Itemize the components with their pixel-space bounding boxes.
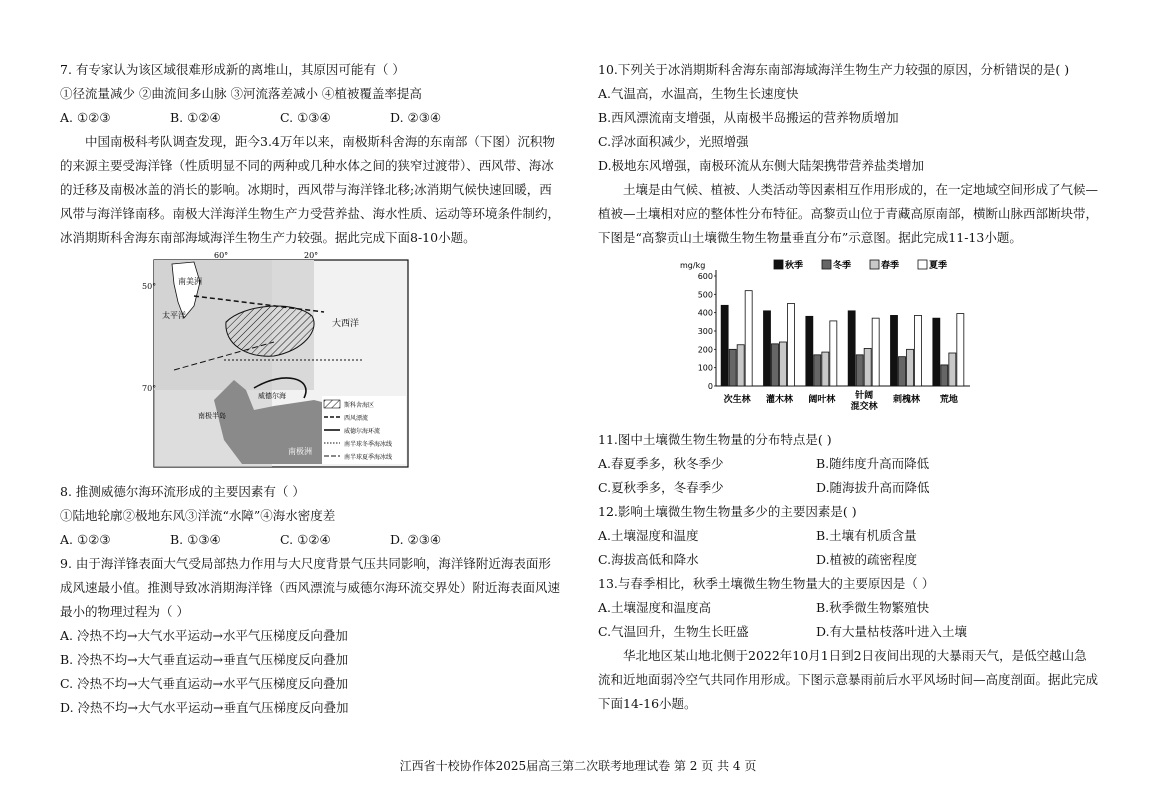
legend-item: 威德尔海环流 <box>344 428 381 435</box>
q9-option-a[interactable]: A. 冷热不均→大气水平运动→水平气压梯度反向叠加 <box>60 628 348 643</box>
bar <box>907 349 914 386</box>
lat-70: 70° <box>142 384 157 393</box>
q8-options <box>60 528 580 552</box>
legend-label: 秋季 <box>785 261 804 271</box>
q10-option-b[interactable]: B.西风漂流南支增强，从南极半岛搬运的营养物质增加 <box>598 110 899 125</box>
q13-options <box>598 596 1118 620</box>
legend-label: 春季 <box>881 261 900 271</box>
q8-option-c[interactable]: C. ①②④ <box>280 532 331 547</box>
bar <box>780 342 787 386</box>
bar <box>729 349 736 386</box>
q10-option-c[interactable]: C.浮冰面积减少，光照增强 <box>598 134 749 149</box>
page-footer: 江西省十校协作体2025届高三第二次联考地理试卷 第 2 页 共 4 页 <box>399 759 757 773</box>
y-tick-label: 400 <box>697 308 713 318</box>
q8-option-d[interactable]: D. ②③④ <box>390 532 442 547</box>
q8-stem: 8. 推测威德尔海环流形成的主要因素有（ ） <box>60 484 305 499</box>
q10-stem: 10.下列关于冰消期斯科舍海东南部海域海洋生物生产力较强的原因，分析错误的是( ) <box>598 62 1070 77</box>
legend-swatch <box>870 260 879 269</box>
bar <box>933 318 940 386</box>
bar <box>737 345 744 386</box>
q7-stem: 7. 有专家认为该区域很难形成新的离堆山，其原因可能有（ ） <box>60 62 405 77</box>
x-tick-label: 针阔 <box>855 391 874 401</box>
bar <box>872 318 879 386</box>
x-tick-label: 刺槐林 <box>892 395 921 405</box>
legend-item: 西风漂流 <box>344 415 369 422</box>
y-axis-label: mg/kg <box>680 261 706 270</box>
q9-stem: 成风速最小值。推测导致冰消期海洋锋（西风漂流与威德尔海环流交界处）附近海表面风速 <box>60 580 561 595</box>
left-column <box>60 58 580 720</box>
lon-60: 60° <box>214 251 229 260</box>
passage-line: 土壤是由气候、植被、人类活动等因素相互作用形成的，在一定地域空间形成了气候— <box>623 182 1099 197</box>
q12-option-d[interactable]: D.植被的疏密程度 <box>816 552 918 567</box>
q13-option-c[interactable]: C.气温回升，生物生长旺盛 <box>598 624 749 639</box>
y-tick-label: 200 <box>697 345 713 355</box>
bar <box>788 304 795 387</box>
passage-line: 植被—土壤相对应的整体性分布特征。高黎贡山位于青藏高原南部，横断山脉西部断块带， <box>598 206 1099 221</box>
bar <box>891 315 898 386</box>
passage-line: 华北地区某山地北侧于2022年10月1日到2日夜间出现的大暴雨天气，是低空越山急 <box>623 648 1087 663</box>
passage-line: 的来源主要受海洋锋（性质明显不同的两种或几种水体之间的狭窄过渡带）、西风带、海冰 <box>60 158 554 173</box>
bar <box>848 311 855 386</box>
q11-option-d[interactable]: D.随海拔升高而降低 <box>816 480 930 495</box>
y-tick-label: 300 <box>697 327 713 336</box>
right-column <box>598 58 1118 716</box>
y-tick-label: 600 <box>697 272 713 281</box>
passage-line: 冰消期斯科舍海东南部海域海洋生物生产力较强。据此完成下面8-10小题。 <box>60 230 476 245</box>
q10-option-a[interactable]: A.气温高，水温高，生物生长速度快 <box>598 86 799 101</box>
bar <box>949 353 956 386</box>
bar <box>806 316 813 386</box>
passage-line: 下图是“高黎贡山土壤微生物生物量垂直分布”示意图。据此完成11-13小题。 <box>598 230 1022 245</box>
q12-options <box>598 548 1118 572</box>
q12-options <box>598 524 1118 548</box>
x-tick-label: 灌木林 <box>765 395 794 405</box>
q11-options <box>598 452 1118 476</box>
label-pacific: 太平洋 <box>162 311 186 320</box>
bar <box>721 305 728 386</box>
y-tick-label: 100 <box>697 363 713 373</box>
bar <box>830 321 837 386</box>
legend-hatch-swatch <box>324 400 340 408</box>
legend-item: 斯科舍海区 <box>344 402 375 409</box>
q13-options <box>598 620 1118 644</box>
q7-option-c[interactable]: C. ①③④ <box>280 110 331 125</box>
bar <box>772 344 779 386</box>
q11-option-c[interactable]: C.夏秋季多，冬春季少 <box>598 480 724 495</box>
legend-label: 冬季 <box>833 261 852 271</box>
q11-stem: 11.图中土壤微生物生物量的分布特点是( ) <box>598 432 832 447</box>
label-antarctica: 南极洲 <box>288 447 312 456</box>
label-south-america: 南美洲 <box>178 277 202 286</box>
q9-option-c[interactable]: C. 冷热不均→大气垂直运动→水平气压梯度反向叠加 <box>60 676 349 691</box>
bar <box>764 311 771 386</box>
bar <box>899 357 906 386</box>
q11-option-b[interactable]: B.随纬度升高而降低 <box>816 456 930 471</box>
legend-swatch <box>774 260 783 269</box>
x-tick-label: 次生林 <box>723 395 751 405</box>
y-tick-label: 500 <box>697 290 713 300</box>
y-tick-label: 0 <box>707 382 713 391</box>
q9-option-b[interactable]: B. 冷热不均→大气垂直运动→垂直气压梯度反向叠加 <box>60 652 349 667</box>
q10-option-d[interactable]: D.极地东风增强，南极环流从东侧大陆架携带营养盐类增加 <box>598 158 925 173</box>
bar <box>957 314 964 386</box>
x-tick-label: 阔叶林 <box>808 395 836 405</box>
passage-line: 下面14-16小题。 <box>598 696 697 711</box>
label-antarctic-peninsula: 南极半岛 <box>198 412 226 420</box>
q13-option-d[interactable]: D.有大量枯枝落叶进入土壤 <box>816 624 968 639</box>
legend-item: 南半球夏季海冰线 <box>344 454 393 461</box>
legend-label: 夏季 <box>929 261 948 271</box>
passage-line: 的迁移及南极冰盖的消长的影响。冰期时，西风带与海洋锋北移;冰消期气候快速回暖，西 <box>60 182 552 197</box>
passage-line: 风带与海洋锋南移。南极大洋海洋生物生产力受营养盐、海水性质、运动等环境条件制约， <box>60 206 561 221</box>
passage-line: 中国南极科考队调查发现，距今3.4万年以来，南极斯科舍海的东南部（下图）沉积物 <box>85 134 555 149</box>
q7-option-d[interactable]: D. ②③④ <box>390 110 442 125</box>
lat-50: 50° <box>142 282 157 291</box>
bar <box>814 355 821 386</box>
bar <box>864 348 871 386</box>
bar <box>745 291 752 386</box>
q13-stem: 13.与春季相比，秋季土壤微生物生物量大的主要原因是（ ） <box>598 576 935 591</box>
q8-factors: ①陆地轮廓②极地东风③洋流“水障”④海水密度差 <box>60 508 336 523</box>
x-tick-label: 混交林 <box>850 402 878 412</box>
q9-option-d[interactable]: D. 冷热不均→大气水平运动→垂直气压梯度反向叠加 <box>60 700 349 715</box>
bar <box>822 352 829 386</box>
q8-option-b[interactable]: B. ①③④ <box>170 532 221 547</box>
q12-option-a[interactable]: A.土壤湿度和温度 <box>598 528 699 543</box>
q11-options <box>598 476 1118 500</box>
q12-option-c[interactable]: C.海拔高低和降水 <box>598 552 699 567</box>
label-weddell-sea: 威德尔海 <box>258 392 286 400</box>
x-tick-label: 荒地 <box>939 395 958 405</box>
q12-option-b[interactable]: B.土壤有机质含量 <box>816 528 917 543</box>
q8-option-a[interactable]: A. ①②③ <box>60 532 111 547</box>
lon-20: 20° <box>304 251 319 260</box>
bar <box>856 355 863 386</box>
passage-line: 流和近地面弱冷空气共同作用形成。下图示意暴雨前后水平风场时间—高度剖面。据此完成 <box>598 672 1099 687</box>
q11-option-a[interactable]: A.春夏季多，秋冬季少 <box>598 456 724 471</box>
legend-swatch <box>822 260 831 269</box>
q7-options <box>60 106 580 130</box>
bar <box>915 315 922 386</box>
legend-item: 南半球冬季海冰线 <box>344 441 393 448</box>
q9-stem: 9. 由于海洋锋表面大气受局部热力作用与大尺度背景气压共同影响，海洋锋附近海表面形 <box>60 556 551 571</box>
scotia-sea-map <box>154 251 408 467</box>
q7-factors: ①径流量减少 ②曲流间多山脉 ③河流落差减小 ④植被覆盖率提高 <box>60 86 422 101</box>
q13-option-b[interactable]: B.秋季微生物繁殖快 <box>816 600 930 615</box>
q9-stem: 最小的物理过程为（ ） <box>60 604 189 619</box>
bar <box>941 365 948 386</box>
q7-option-a[interactable]: A. ①②③ <box>60 110 111 125</box>
q13-option-a[interactable]: A.土壤湿度和温度高 <box>598 600 712 615</box>
soil-microbe-bar-chart <box>678 256 978 421</box>
passage-8-10 <box>60 130 580 250</box>
q12-stem: 12.影响土壤微生物生物量多少的主要因素是( ) <box>598 504 857 519</box>
legend-swatch <box>918 260 927 269</box>
q7-option-b[interactable]: B. ①②④ <box>170 110 221 125</box>
label-atlantic: 大西洋 <box>332 319 360 329</box>
